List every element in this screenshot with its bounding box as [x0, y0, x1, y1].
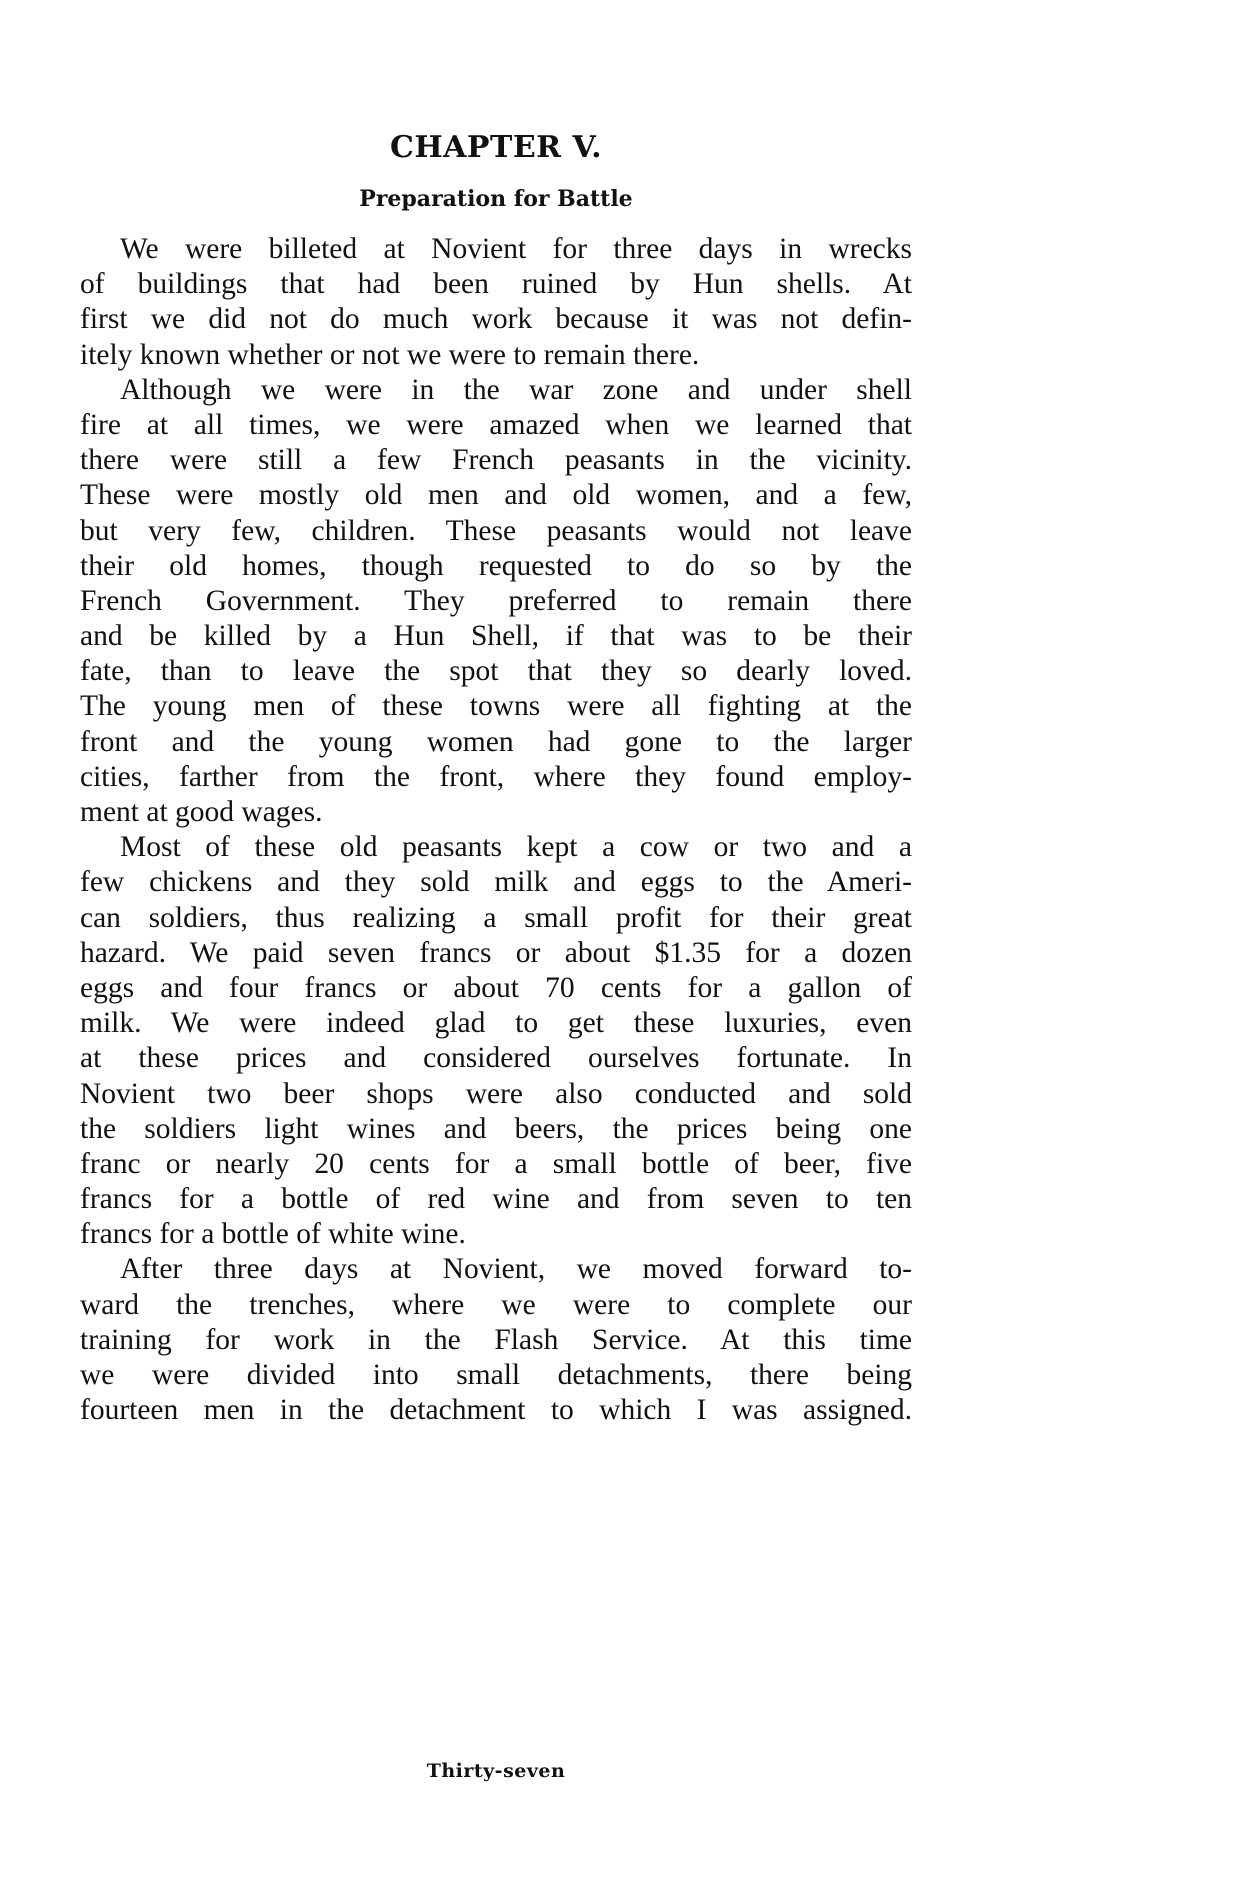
text-line: French Government. They preferred to remain there [80, 584, 912, 617]
text-line: These were mostly old men and old women, and a few, [80, 479, 912, 512]
text-line: we were divided into small detachments, there being [80, 1359, 912, 1391]
text-line: The young men of these towns were all fighting at the [80, 690, 912, 723]
text-line: training for work in the Flash Service. At this time [80, 1323, 912, 1356]
text-line: francs for a bottle of white wine. [80, 1218, 466, 1251]
text-line: fate, than to leave the spot that they so dearly loved. [80, 655, 912, 688]
text-line: can soldiers, thus realizing a small profit for their great [80, 901, 912, 934]
book-page [80, 0, 912, 1886]
text-line: Novient two beer shops were also conducted and sold [80, 1077, 912, 1110]
text-line: We were billeted at Novient for three days in wrecks [120, 233, 912, 265]
text-line: there were still a few French peasants in the vicinity. [80, 444, 912, 477]
text-line: but very few, children. These peasants would not leave [80, 514, 912, 547]
text-line: eggs and four francs or about 70 cents for a gallon of [80, 971, 912, 1004]
text-line: fourteen men in the detachment to which I was assigned. [80, 1394, 912, 1427]
text-line: fire at all times, we were amazed when we learned that [80, 408, 912, 441]
text-line: ment at good wages. [80, 796, 323, 828]
text-line: After three days at Novient, we moved forward to- [120, 1253, 912, 1286]
chapter-subtitle: Preparation for Battle [359, 186, 633, 212]
text-line: the soldiers light wines and beers, the prices being one [80, 1112, 912, 1145]
text-line: ward the trenches, where we were to complete our [80, 1288, 912, 1321]
text-line: front and the young women had gone to the larger [80, 725, 912, 758]
text-line: their old homes, though requested to do so by the [80, 549, 912, 582]
text-line: at these prices and considered ourselves fortunate. In [80, 1042, 912, 1075]
chapter-title: CHAPTER V. [389, 130, 603, 165]
text-line: few chickens and they sold milk and eggs to the Ameri- [80, 866, 912, 899]
text-line: Although we were in the war zone and under shell [120, 373, 912, 406]
text-line: of buildings that had been ruined by Hun shells. At [80, 268, 912, 301]
body-text [80, 232, 912, 1428]
text-line: cities, farther from the front, where they found employ- [80, 760, 912, 793]
page-number: Thirty-seven [426, 1760, 566, 1782]
text-line: itely known whether or not we were to remain there. [80, 338, 700, 371]
text-line: Most of these old peasants kept a cow or two and a [120, 831, 912, 864]
text-line: francs for a bottle of red wine and from seven to ten [80, 1183, 912, 1216]
text-line: franc or nearly 20 cents for a small bottle of beer, five [80, 1147, 912, 1180]
text-line: milk. We were indeed glad to get these luxuries, even [80, 1007, 912, 1040]
text-line: and be killed by a Hun Shell, if that was to be their [80, 620, 912, 653]
text-line: hazard. We paid seven francs or about $1.35 for a dozen [80, 936, 912, 969]
text-line: first we did not do much work because it was not defin- [80, 303, 912, 336]
